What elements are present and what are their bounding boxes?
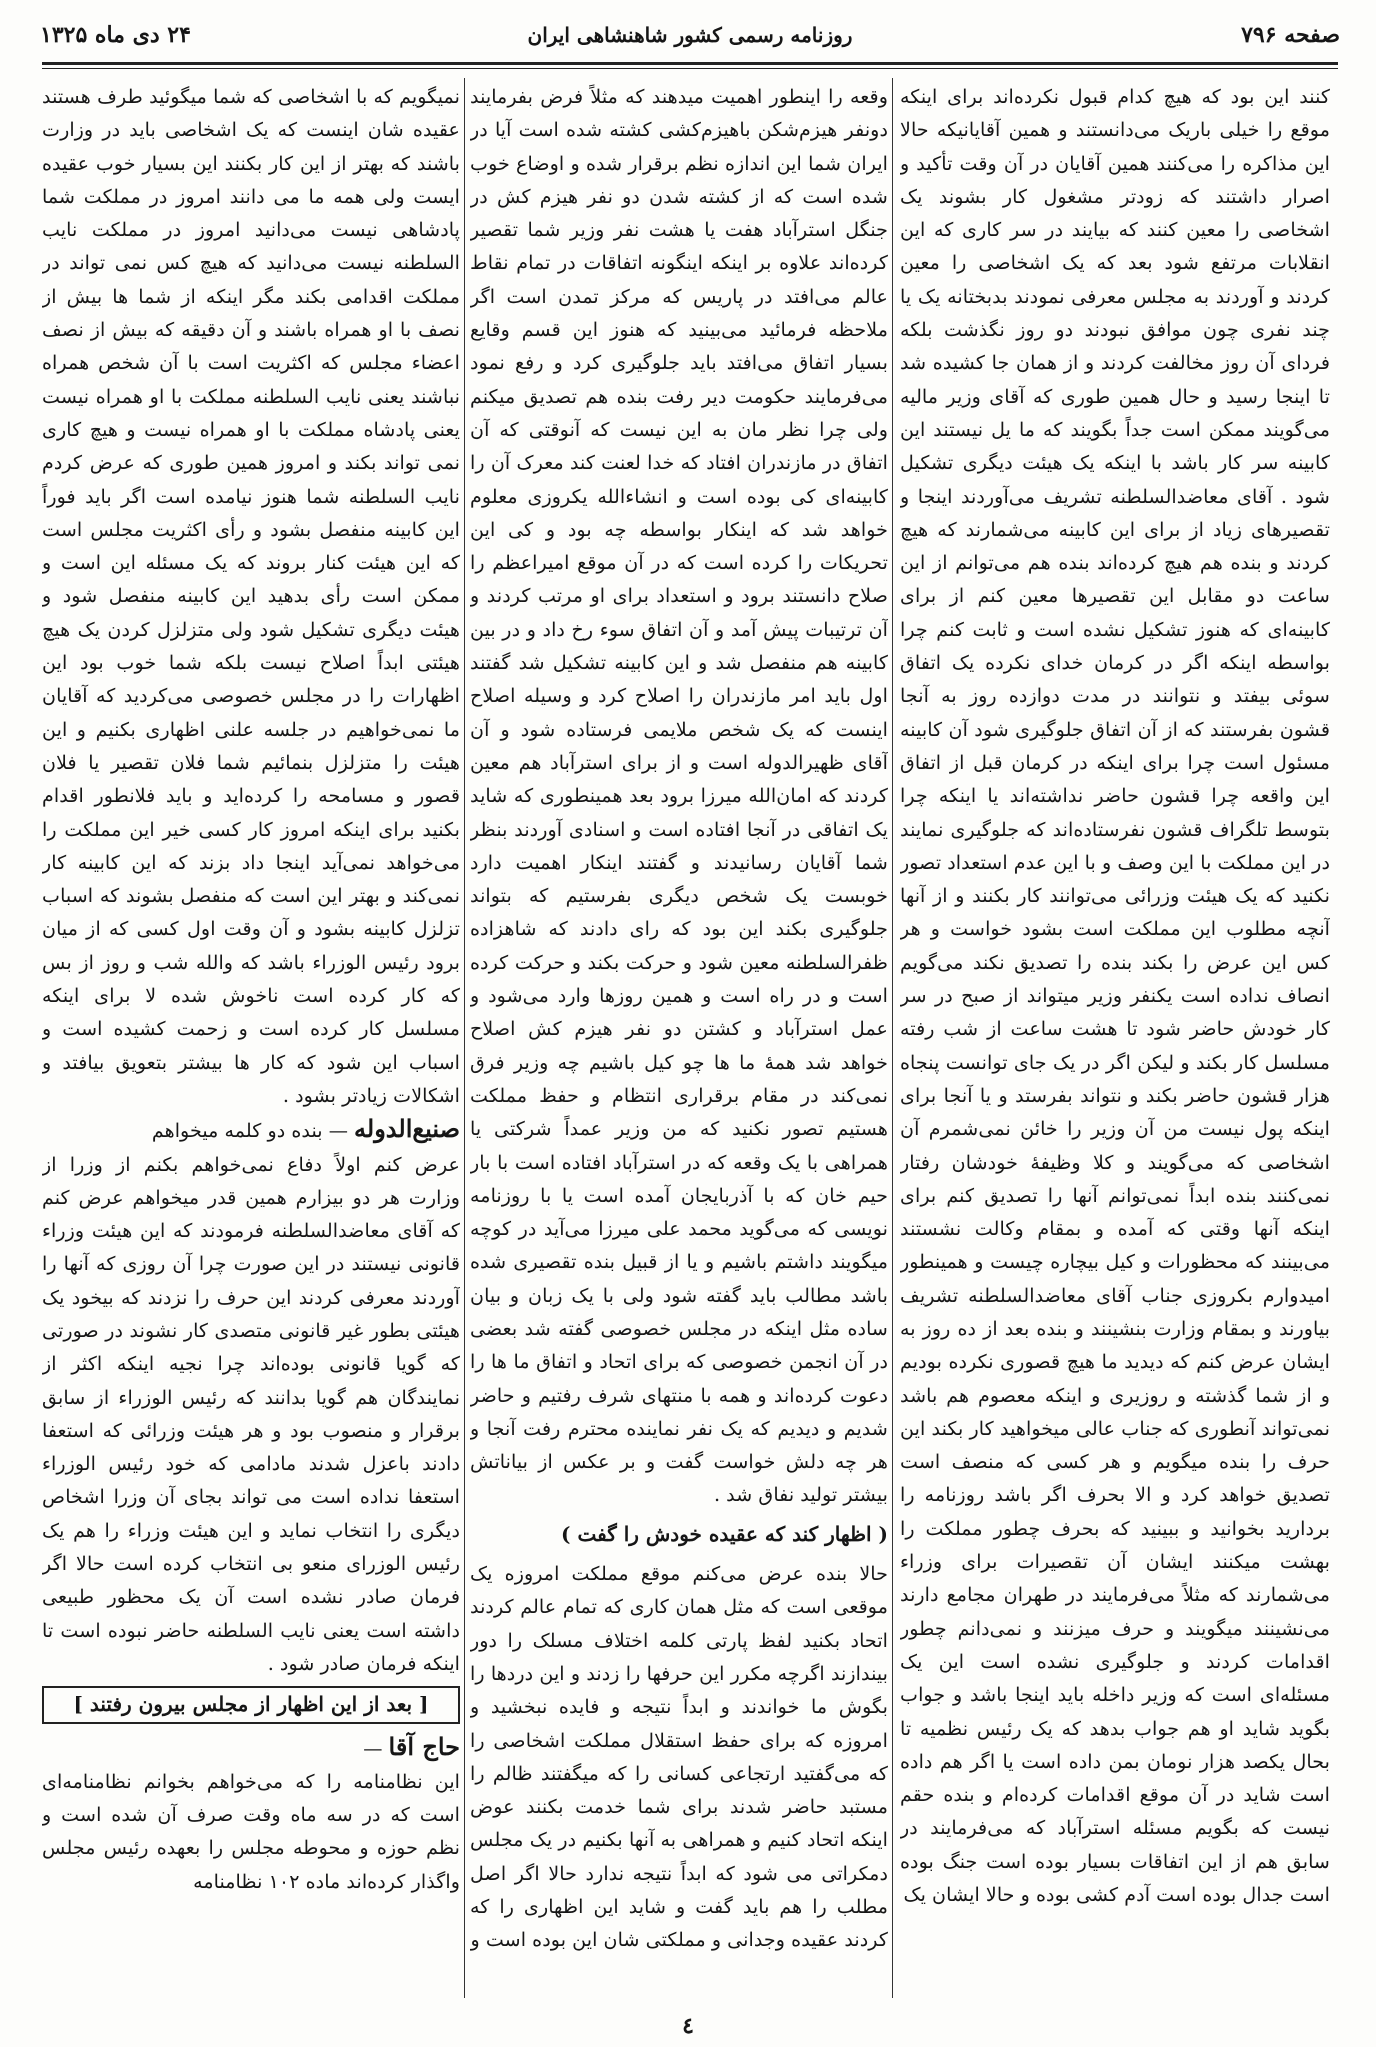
page-label: صفحه ۷۹۶ (1241, 22, 1340, 48)
bracketed-note: [ بعد از این اظهار از مجلس بیرون رفتند ] (42, 1686, 460, 1723)
header-rule-thin (42, 68, 1338, 69)
column-left (42, 80, 460, 2010)
body-paragraph: کنند این بود که هیچ کدام قبول نکرده‌اند برای اینکه موقع را خیلی باریک می‌دانستند و همین آقایانیکه حالا این مذاکره را می‌کنند همین آقایان در آن وقت تأکید و اصرار داشتند که زودتر مشغول کار بشوند یک اشخاصی را معین کنند که بیایند در سر کاری که این انقلابات مرتفع شود بعد که یک اشخاصی را معین کردند و آوردند به مجلس معرفی نمودند بدبختانه یک یا چند نفری چون موافق نبودند دو روز نگذشت بلکه فردای آن روز مخالفت کردند و از همان جا کشیده شد تا اینجا رسید و حال همین طوری که آقای وزیر مالیه می‌گویند ممکن است جداً بگویند که ما یل نیستند این کابینه سر کار باشد با اینکه یک هیئت دیگری تشکیل شود . آقای معاضدالسلطنه تشریف می‌آوردند اینجا و تقصیرهای زیاد از برای این کابینه می‌شمارند که هیچ کردند و بنده هم هیچ کرده‌اند بنده هم می‌توانم از این ساعت دو مقابل این تقصیرها معین کنم از برای کابینه‌ای که هنوز تشکیل نشده است و ثابت کنم چرا بواسطه اینکه اگر در کرمان خدای نکرده یک اتفاق سوئی بیفتد و نتوانند در مدت دوازده روز به آنجا قشون بفرستند که از آن اتفاق جلوگیری شود آن کابینه مسئول است چرا برای اینکه در کرمان قبل از اتفاق این واقعه چرا قشون حاضر نداشته‌اند یا اینکه چرا بتوسط تلگراف قشون نفرستاده‌اند که جلوگیری نمایند در این مملکت با این وصف و با این عدم استعداد تصور نکنید که یک هیئت وزرائی می‌توانند کار بکنند و از آنها آنچه مطلوب این مملکت است بشود خواست و هر کس این عرض را بکند بنده را تصدیق نکند می‌گویم انصاف نداده است یکنفر وزیر میتواند از صبح در سر کار خودش حاضر شود تا هشت ساعت از شب رفته مسلسل کار بکند و لیکن اگر در یک جای توانست پنجاه هزار قشون حاضر بکند و نتواند بفرستد و یا آنجا برای اینکه پول نیست من آن وزیر را خائن نمی‌شمرم آن اشخاصی که می‌گویند و کلا وظیفهٔ خودشان رفتار نمی‌کنند بنده ابداً نمی‌توانم آنها را تصدیق کنم برای اینکه آنها وقتی که آمده و بمقام وکالت نشستند می‌بینند که محظورات و کیل بیچاره چیست و همینطور امیدوارم بکروزی جناب آقای معاضدالسلطنه تشریف بیاورند و بمقام وزارت بنشینند و بنده بعد از ده روز به ایشان عرض کنم که دیدید ما هیچ قصوری نکرده بودیم و از شما گذشته و روزیری و اینکه معصوم هم باشد نمی‌تواند آنطوری که جناب عالی میخواهید کار بکند این حرف را بنده میگویم و هر کسی که منصف است تصدیق خواهد کرد و الا بحرف اگر باشد روزنامه را بردارید بخوانید و ببینید که بحرف چطور مملکت را بهشت میکنند ایشان آن تقصیرات برای وزراء می‌شمارند که مثلاً می‌فرمایند در طهران مجامع دارند می‌نشینند میگویند و حرف میزنند و نمی‌دانم چطور اقدامات کردند و جلوگیری نشده است این یک مسئله‌ای است که وزیر داخله باید اینجا باشد و جواب بگوید شاید او هم جواب بدهد که یک رئیس نظمیه تا بحال یکصد هزار نومان بمن داده است یا اگر هم داده است شاید در آن موقع اقدامات کرده‌ام و بنده حقم نیست که بگویم مسئله استرآباد که می‌فرمایند در سابق هم از این اتفاقات بسیار بوده است جنگ بوده است جدال بوده است آدم کشی بوده و حالا ایشان یک (900, 85, 1330, 1907)
column-right (900, 80, 1330, 2010)
speaker-intro: — (363, 1736, 389, 1760)
body-paragraph: نمیگویم که با اشخاصی که شما میگوئید طرف هستند عقیده شان اینست که یک اشخاصی باید در وزارت باشند که بهتر از این کار بکنند این بسیار خوب عقیده ایست ولی همه ما می دانند امروز در مملکت شما پادشاهی نیست می‌دانید امروز در مملکت نایب السلطنه نیست می‌دانید که هیچ کس نمی تواند در مملکت اقدامی بکند مگر اینکه از شما ها بیش از نصف با او همراه باشند و آن دقیقه که بیش از نصف اعضاء مجلس که اکثریت است با آن شخص همراه نباشند یعنی نایب السلطنه مملکت با او همراه نیست یعنی پادشاه مملکت با او همراه نیست و هیچ کاری نمی تواند بکند و امروز همین طوری که عرض کردم نایب السلطنه شما هنوز نیامده است اگر باید فوراً این کابینه منفصل بشود و رأی اکثریت مجلس است که این هیئت کنار بروند که یک مسئله این است و ممکن است رأی بدهید این کابینه منفصل شود و هیئت دیگری تشکیل شود ولی متزلزل کردن یک هیچ هیئتی ابداً اصلاح نیست بلکه شما خوب بود این اظهارات را در مجلس خصوصی می‌کردید که آقایان ما نمی‌خواهیم در جلسه علنی اظهاری بکنیم و این هیئت را متزلزل بنمائیم شما فلان تقصیر یا فلان قصور و مسامحه را کرده‌اید و باید فلانطور اقدام بکنید برای اینکه امروز کار کسی خیر این مملکت را می‌خواهد نمی‌آید اینجا داد بزند که این کابینه کار نمی‌کند و بهتر این است که منفصل بشوند که اسباب تزلزل کابینه بشود و آن وقت اول کسی که از میان برود رئیس الوزراء باشد که والله شب و روز از بس که کار کرده است ناخوش شده لا برای اینکه مسلسل کار کرده است و زحمت کشیده است و اسباب این شود که کار ها بیشتر بتعویق بیافتد و اشکالات زیادتر بشود . (42, 85, 460, 1107)
newspaper-title: روزنامه رسمی کشور شاهنشاهی ایران (527, 23, 853, 47)
header-rule (42, 62, 1338, 65)
page-number: ٤ (682, 2013, 694, 2039)
body-paragraph: حالا بنده عرض می‌کنم موقع مملکت امروزه یک موقعی است که مثل همان کاری که تمام عالم کردند اتحاد بکنید لفظ پارتی کلمه اختلاف مسلک را دور بیندازند اگرچه مکرر این حرفها را زدند و این دردها را بگوش ما خواندند و ابداً نتیجه و فایده نبخشید و امروزه که برای حفظ استقلال مملکت اشخاصی را که می‌گفتید ارتجاعی کسانی را که میگفتند ظالم را مستبد حاضر شدند برای شما خدمت بکنند عوض اینکه اتحاد کنیم و همراهی به آنها بکنیم در یک مجلس دمکراتی می شود که ابداً نتیجه ندارد حالا اگر اصل مطلب را هم باید گفت و شاید این اظهاری را که کردند عقیده وجدانی و مملکتی شان این بوده است و (470, 1562, 888, 1952)
column-middle (470, 80, 888, 2010)
speaker-line (42, 1112, 460, 1147)
speaker-name: صنیع‌الدوله (354, 1114, 460, 1144)
column-divider (464, 78, 465, 1998)
column-divider (892, 78, 893, 1998)
speaker-name: حاج آقا (388, 1731, 460, 1761)
speaker-intro: — بنده دو کلمه میخواهم (151, 1119, 355, 1143)
body-paragraph: عرض کنم اولاً دفاع نمی‌خواهم بکنم از وزرا از وزارت هر دو بیزارم همین قدر میخواهم عرض کنم که آقای معاضدالسلطنه فرمودند که این هیئت وزراء قانونی نیستند در این صورت چرا آن روزی که آنها را آوردند معرفی کردند این حرف را نزدند که بیخود یک هیئتی بطور غیر قانونی متصدی کار نشوند در صورتی که گویا قانونی بوده‌اند چرا نجیه اینکه اکثر از نمایندگان هم گویا بدانند که رئیس الوزراء از سابق برقرار و منصوب بود و هر هیئت وزرائی که استعفا دادند باعزل شدند مادامی که خود رئیس الوزراء استعفا نداده است می تواند بجای آن وزرا اشخاص دیگری را انتخاب نماید و این هیئت وزراء را هم یک رئیس الوزرای منعو بی انتخاب کرده است حالا اگر فرمان صادر نشده است آن یک محظور طبیعی داشته است یعنی نایب السلطنه حاضر نبوده است تا اینکه فرمان صادر شود . (42, 1152, 460, 1675)
parenthetical-note: ( اظهار کند که عقیده خودش را گفت ) (561, 1521, 888, 1546)
issue-date: ۲۴ دی ماه ۱۳۲۵ (40, 22, 191, 48)
body-paragraph: وقعه را اینطور اهمیت میدهند که مثلاً فرض بفرمایند دونفر هیزم‌شکن باهیزم‌کشی کشته شده است آیا در ایران شما این اندازه نظم برقرار شده و اوضاع خوب شده است که از کشته شدن دو نفر هیزم کش در جنگل استرآباد هفت یا هشت نفر وزیر شما تقصیر کرده‌اند علاوه بر اینکه اینگونه اتفاقات در تمام نقاط عالم می‌افتد در پاریس که مرکز تمدن است اگر ملاحظه فرمائید می‌بینید که هنوز این قسم وقایع بسیار اتفاق می‌افتد باید جلوگیری کرد و رفع نمود می‌فرمایند حکومت دیر رفت بنده هم تصدیق میکنم ولی چرا نظر مان به این نیست که آنوقتی که آن اتفاق در مازندران افتاد که خدا لعنت کند معرک آن را کابینه‌ای کی بوده است و انشاءالله یکروزی معلوم خواهد شد که اینکار بواسطه چه بود و کی این تحریکات را کرده است که در آن موقع امیراعظم را صلاح دانستند برود و استعداد برای او مرتب کردند و آن ترتیبات پیش آمد و آن اتفاق سوء رخ داد و در بین کابینه هم منفصل شد و این کابینه تشکیل شد گفتند اول باید امر مازندران را اصلاح کرد و وسیله اصلاح اینست که یک شخص ملایمی فرستاده شود و آن آقای ظهیرالدوله است و از برای استرآباد هم معین کردند که امان‌الله میرزا برود بعد همینطوری که شاید یک اتفاقی در آنجا افتاده است و اسنادی آوردند بنظر شما آقایان رسانیدند و گفتند اینکار اهمیت دارد خوبست یک شخص دیگری بفرستیم که بتواند جلوگیری بکند این بود که رای دادند که شاهزاده ظفرالسلطنه معین شود و حرکت بکند و حرکت کرده است و در راه است و همین روزها وارد می‌شود و عمل استرآباد و کشتن دو نفر هیزم کش اصلاح خواهد شد همهٔ ما ها چو کیل باشیم چه وزیر فرق نمی‌کند در مقام برقراری انتظام و حفظ مملکت هستیم تصور نکنید که من وزیر عمداً شرکتی یا همراهی با یک وقعه که در استرآباد افتاده است با بار حیم خان که با آذربایجان آمده است یا با روزنامه نویسی که می‌گوید محمد علی میرزا می‌آید در کوچه میگویند داشتم باشیم و یا از قبیل بنده تقصیری شده باشد مطالب باید گفته شود ولی با یک زبان و بیان ساده مثل اینکه در مجلس خصوصی گفته شد بعضی در آن انجمن خصوصی که برای اتحاد و اتفاق ما ها را دعوت کرده‌اند و همه با منتهای شرف رفتیم و حاضر شدیم و دیدیم که یک نفر نماینده محترم رفت آنجا و هر چه دلش خواست گفت و بر عکس از بیاناتش بیشتر تولید نفاق شد . (470, 85, 888, 1507)
body-paragraph: این نظامنامه را که می‌خواهم بخوانم نظامنامه‌ای است که در سه ماه وقت صرف آن شده است و نظم حوزه و محوطه مجلس را بعهده رئیس مجلس واگذار کرده‌اند ماده ۱۰۲ نظامنامه (42, 1769, 460, 1893)
page-header (40, 14, 1340, 56)
speaker-line (42, 1730, 460, 1765)
